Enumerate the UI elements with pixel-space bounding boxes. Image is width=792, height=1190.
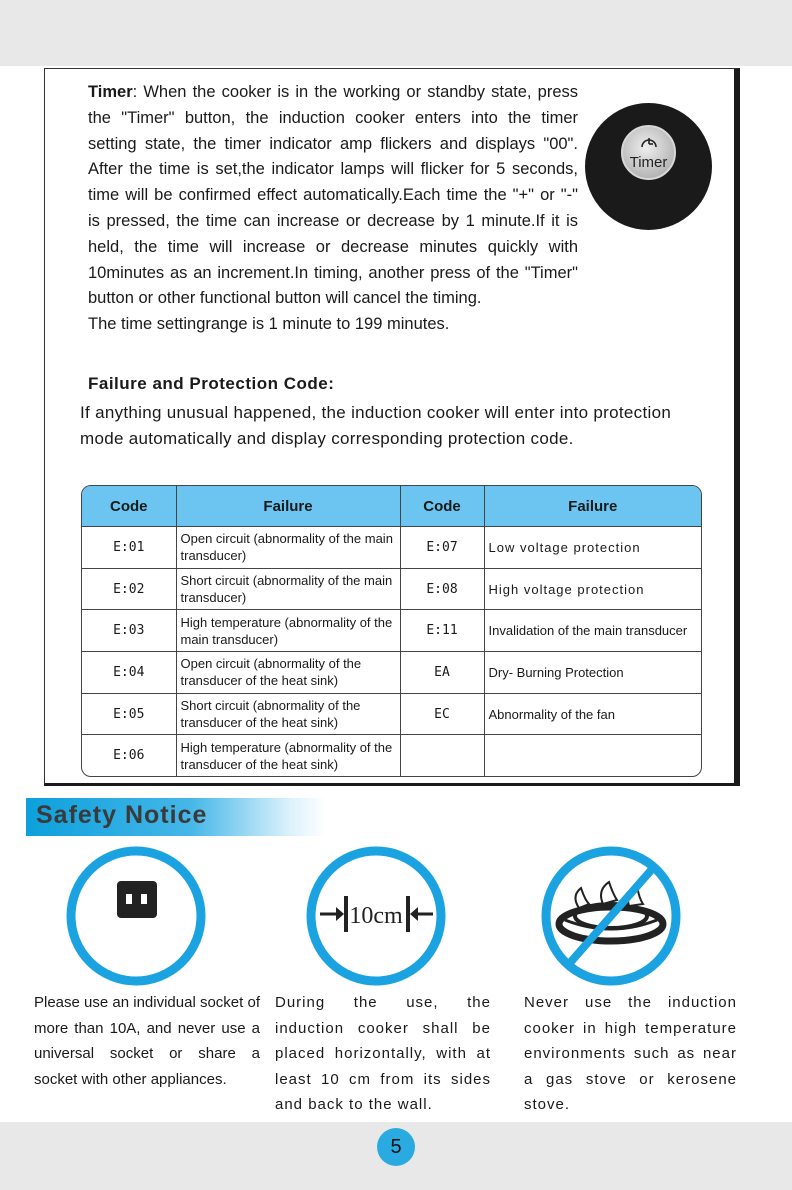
failure-cell: High voltage protection — [484, 568, 701, 610]
safety-notice-title: Safety Notice — [36, 801, 208, 829]
code-cell — [400, 735, 484, 776]
timer-section — [88, 80, 578, 338]
no-gas-stove-icon — [541, 846, 681, 986]
timer-button-label: Timer — [629, 154, 668, 171]
header-failure: Failure — [176, 486, 400, 527]
failure-cell: High temperature (abnormality of the transducer of the heat sink) — [176, 735, 400, 776]
code-cell: E:01 — [82, 527, 176, 569]
notice-clearance: During the use, the induction cooker shall be placed horizontally, with at least 10 cm from its sides and back to the wall. — [275, 994, 491, 1113]
timer-paragraph — [88, 80, 578, 312]
table-row — [82, 568, 701, 610]
code-cell: E:08 — [400, 568, 484, 610]
failure-intro: If anything unusual happened, the induction cooker will enter into protection mode automatically and display corresponding protection code. — [80, 403, 672, 448]
safety-notice-banner — [26, 798, 326, 836]
failure-cell: Invalidation of the main transducer — [484, 610, 701, 652]
failure-cell: Short circuit (abnormality of the transducer of the heat sink) — [176, 693, 400, 735]
timer-label: Timer — [88, 83, 133, 101]
failure-cell: Dry- Burning Protection — [484, 652, 701, 694]
notice-socket: Please use an individual socket of more than 10A, and never use a universal socket or share a socket with other appliances. — [34, 994, 260, 1088]
notice-gas-stove: Never use the induction cooker in high temperature environments such as near a gas stove or kerosene stove. — [524, 994, 737, 1113]
failure-cell: Open circuit (abnormality of the main transducer) — [176, 527, 400, 569]
code-cell: E:11 — [400, 610, 484, 652]
failure-heading: Failure and Protection Code: — [88, 374, 335, 393]
table-row — [82, 527, 701, 569]
distance-label: 10cm — [349, 903, 403, 929]
failure-cell: Open circuit (abnormality of the transducer of the heat sink) — [176, 652, 400, 694]
clock-icon — [640, 134, 658, 150]
table-row — [82, 652, 701, 694]
failure-cell — [484, 735, 701, 776]
header-failure: Failure — [484, 486, 701, 527]
top-band — [0, 0, 792, 66]
table-header-row — [82, 486, 701, 527]
failure-cell: Short circuit (abnormality of the main transducer) — [176, 568, 400, 610]
page-number: 5 — [377, 1128, 415, 1166]
timer-body: : When the cooker is in the working or standby state, press the "Timer" button, the induction cooker enters into the timer setting state, the timer indicator amp flickers and displays "00". After the time is set,the indicator lamps will flicker for 5 seconds, time will be confirmed effect automatically.Each time the "+" or "-" is pressed, the time can increase or decrease by 1 minute.If it is held, the time will increase or decrease minutes quickly with 10minutes as an increment.In timing, another press of the "Timer" button or other functional button will cancel the timing. — [88, 83, 578, 308]
code-cell: E:06 — [82, 735, 176, 776]
socket-icon — [66, 846, 206, 986]
header-code: Code — [400, 486, 484, 527]
timer-range: The time settingrange is 1 minute to 199 minutes. — [88, 315, 450, 334]
clearance-icon — [306, 846, 446, 986]
code-cell: E:03 — [82, 610, 176, 652]
table-row — [82, 693, 701, 735]
code-cell: EA — [400, 652, 484, 694]
code-cell: E:02 — [82, 568, 176, 610]
header-code: Code — [82, 486, 176, 527]
code-cell: E:04 — [82, 652, 176, 694]
failure-cell: Low voltage protection — [484, 527, 701, 569]
timer-button — [621, 125, 676, 180]
code-cell: E:05 — [82, 693, 176, 735]
code-cell: E:07 — [400, 527, 484, 569]
failure-cell: High temperature (abnormality of the main transducer) — [176, 610, 400, 652]
table-row — [82, 735, 701, 776]
timer-button-illustration — [585, 103, 712, 230]
code-cell: EC — [400, 693, 484, 735]
table-row — [82, 610, 701, 652]
protection-code-table — [81, 485, 702, 777]
failure-cell: Abnormality of the fan — [484, 693, 701, 735]
